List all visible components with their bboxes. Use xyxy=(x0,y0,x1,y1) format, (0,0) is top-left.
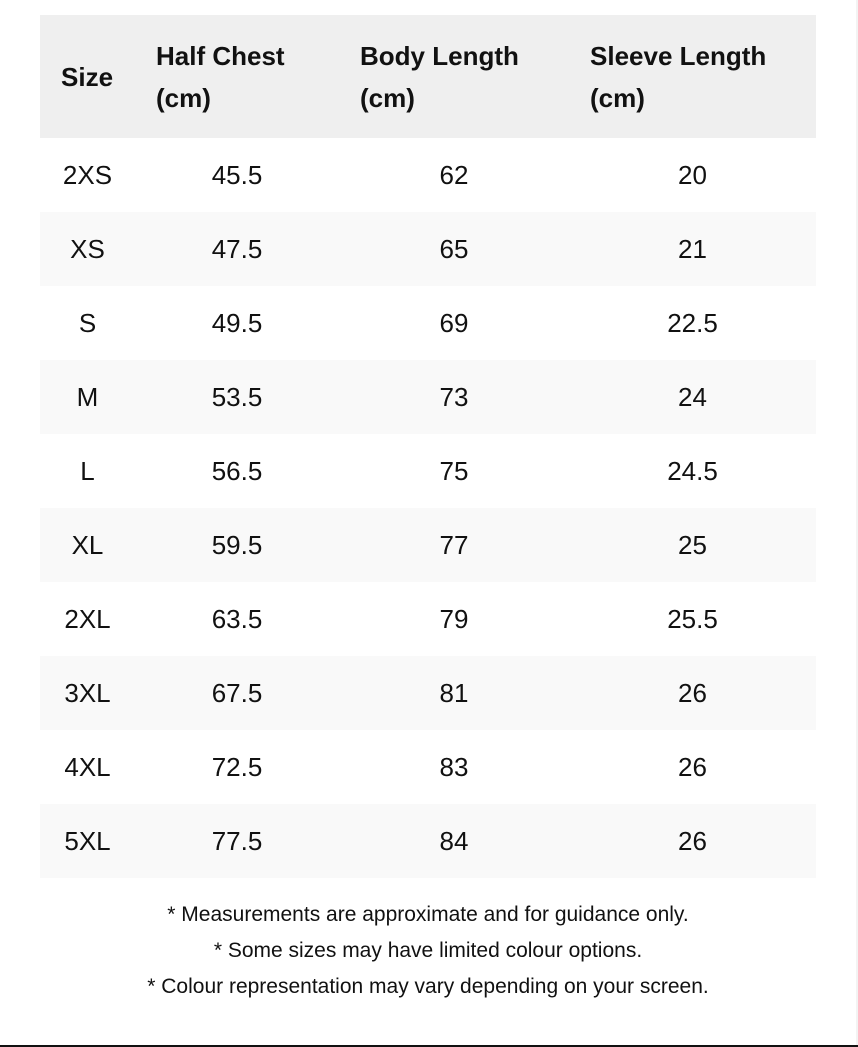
cell-half-chest: 56.5 xyxy=(211,455,263,486)
cell-sleeve-length: 24.5 xyxy=(667,455,718,486)
cell-half-chest: 72.5 xyxy=(211,751,263,782)
cell-sleeve-length: 26 xyxy=(678,677,707,708)
cell-half-chest: 45.5 xyxy=(211,159,263,190)
cell-body-length: 83 xyxy=(439,751,469,782)
header-size-label: Size xyxy=(61,61,114,92)
cell-body-length: 69 xyxy=(439,307,469,338)
cell-sleeve-length: 26 xyxy=(678,825,707,856)
table-row xyxy=(40,508,816,582)
cell-sleeve-length: 20 xyxy=(678,159,707,190)
cell-sleeve-length: 24 xyxy=(678,381,707,412)
cell-sleeve-length: 25 xyxy=(678,529,707,560)
cell-body-length: 75 xyxy=(439,455,469,486)
cell-size: 3XL xyxy=(64,677,111,708)
table-row xyxy=(40,582,816,656)
table-row xyxy=(40,656,816,730)
cell-sleeve-length: 21 xyxy=(678,233,707,264)
cell-body-length: 77 xyxy=(439,529,469,560)
header-body-length xyxy=(339,15,569,138)
cell-size: 5XL xyxy=(64,825,111,856)
cell-sleeve-length: 25.5 xyxy=(667,603,718,634)
cell-body-length: 81 xyxy=(439,677,469,708)
table-row xyxy=(40,286,816,360)
table-header xyxy=(40,15,816,138)
size-chart-table xyxy=(40,15,816,878)
cell-size: S xyxy=(78,307,97,338)
cell-body-length: 62 xyxy=(439,159,469,190)
cell-sleeve-length: 22.5 xyxy=(667,307,718,338)
header-body-length-label: Body Length xyxy=(360,40,519,71)
table-row xyxy=(40,434,816,508)
cell-sleeve-length: 26 xyxy=(678,751,707,782)
note-measurements: * Measurements are approximate and for guidance only. xyxy=(167,903,689,926)
cell-size: 2XL xyxy=(64,603,111,634)
cell-body-length: 79 xyxy=(439,603,469,634)
table-row xyxy=(40,804,816,878)
table-row xyxy=(40,360,816,434)
cell-size: 4XL xyxy=(64,751,111,782)
cell-size: L xyxy=(80,455,95,486)
header-sleeve-length xyxy=(569,15,816,138)
cell-size: 2XS xyxy=(62,159,113,190)
header-half-chest-label: Half Chest xyxy=(156,40,285,71)
table-row xyxy=(40,212,816,286)
header-body-length-unit: (cm) xyxy=(360,82,415,113)
cell-size: M xyxy=(76,381,99,412)
table-row xyxy=(40,730,816,804)
note-colour-options: * Some sizes may have limited colour options. xyxy=(213,939,643,962)
cell-body-length: 84 xyxy=(439,825,469,856)
cell-half-chest: 63.5 xyxy=(211,603,263,634)
header-sleeve-length-unit: (cm) xyxy=(590,82,645,113)
header-size xyxy=(40,15,135,138)
table-body xyxy=(40,138,816,878)
size-notes xyxy=(0,897,856,1005)
cell-size: XS xyxy=(70,233,105,264)
header-half-chest-unit: (cm) xyxy=(156,82,211,113)
cell-body-length: 65 xyxy=(439,233,469,264)
cell-body-length: 73 xyxy=(439,381,469,412)
cell-half-chest: 49.5 xyxy=(211,307,263,338)
header-sleeve-length-label: Sleeve Length xyxy=(590,40,767,71)
header-row xyxy=(40,15,816,138)
cell-half-chest: 47.5 xyxy=(211,233,263,264)
cell-half-chest: 53.5 xyxy=(211,381,263,412)
cell-half-chest: 67.5 xyxy=(211,677,263,708)
cell-half-chest: 77.5 xyxy=(211,825,263,856)
header-half-chest xyxy=(135,15,339,138)
table-row xyxy=(40,138,816,212)
note-colour-representation: * Colour representation may vary depending on your screen. xyxy=(147,975,709,998)
cell-half-chest: 59.5 xyxy=(211,529,263,560)
cell-size: XL xyxy=(71,529,104,560)
